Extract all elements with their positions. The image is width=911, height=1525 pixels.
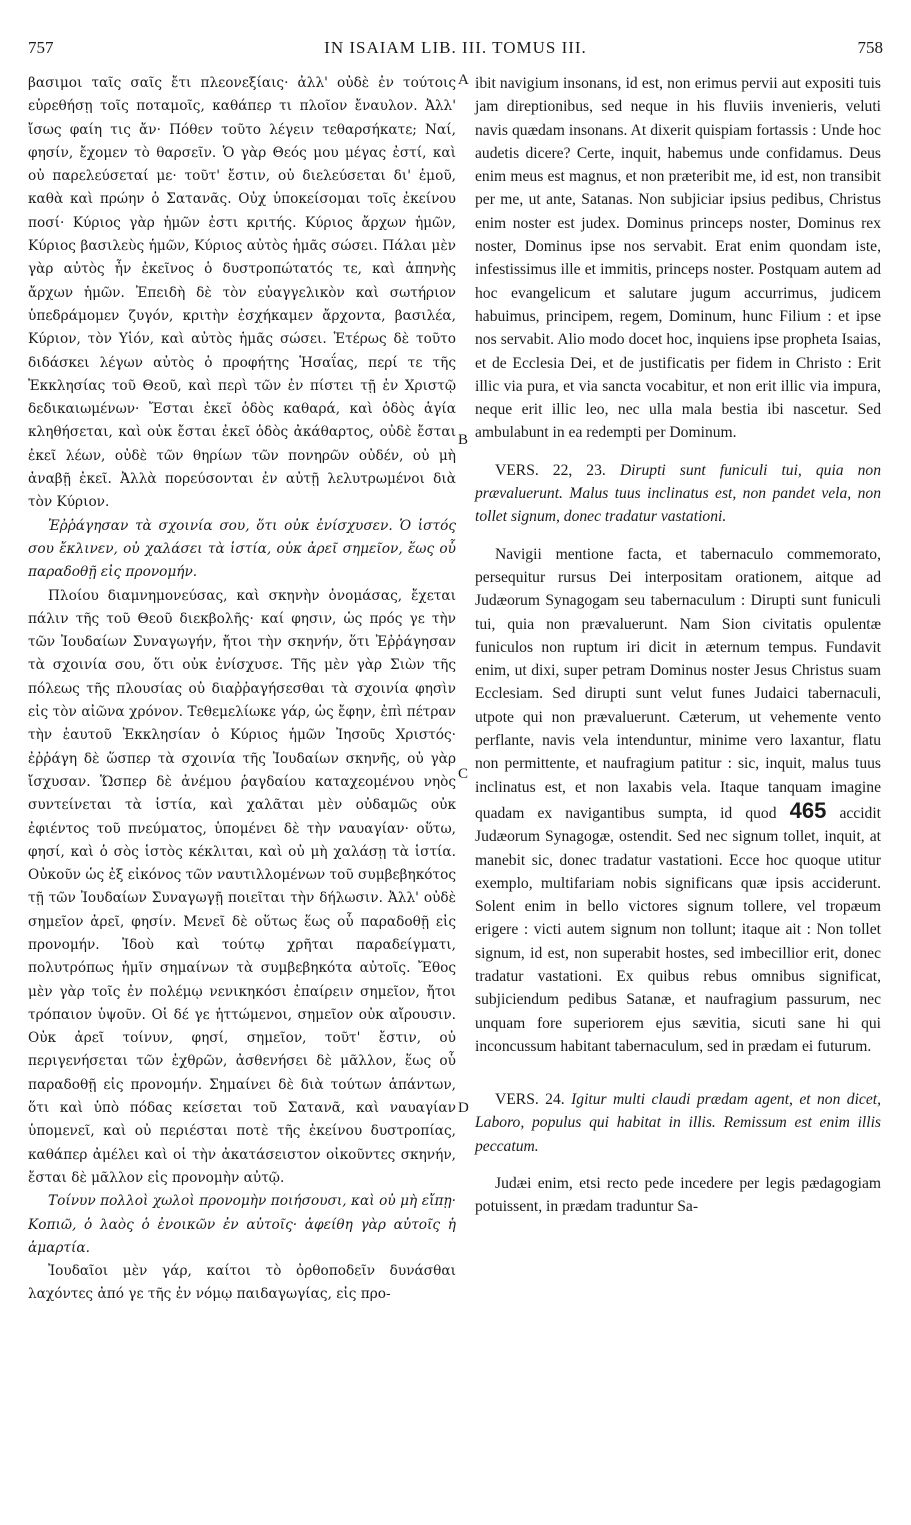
greek-column: [28, 72, 456, 1307]
paragraph-text-part-2: accidit Judæorum Synagogæ, ostendit. Sed nec signum tollet, inquit, at manebit sic, donec tradatur vastationi. Ecce hoc quoque utitur exemplo, multifariam nobis significans quæ ipsis acciderunt. Solent enim in bello victores signum tollere, vel tropæum erigere : victi autem signum non tollunt; itaque ait : Non tollet signum, id est, non superabit hostes, sed imbecillior erit, donec tradatur vastationi. Ex quibus rebus omnibus significat, subjiciendum pedibus Satanæ, et naufragium passurum, nec unquam fore superiorem ejus sævitia, sicuti sane hi qui inconcussum habitant tabernaculum, sed in prædam ei futurum.: [475, 804, 882, 1055]
greek-paragraph-1: βασιμοι ταῖς σαῖς ἔτι πλεονεξίαις· ἀλλ' οὐδὲ ἐν τούτοις εὑρεθήσῃ τοῖς ποταμοῖς, καθάπερ τι πλοῖον ἔναυλον. Ἀλλ' ἴσως φαίη τις ἄν· Πόθεν τοῦτο λέγειν τεθαρσήκατε; Ναί, φησίν, ἔχομεν τὸ θαρσεῖν. Ὁ γὰρ Θεός μου μέγας ἐστί, καὶ οὐ παρελεύσεταί με· τοῦτ' ἔστιν, οὐ διελεύσεται δι' ἐμοῦ, καθὰ καὶ πρώην ὁ Σατανᾶς. Οὐχ ὑποκείσομαι τοῖς ἐκείνου ποσί· Κύριος γὰρ ἡμῶν ἐστι κριτής. Κύριος ἄρχων ἡμῶν, Κύριος βασιλεὺς ἡμῶν, Κύριος αὐτὸς ἡμᾶς σώσει. Πάλαι μὲν γὰρ αὐτὸς ἦν ἐκεῖνος ὁ δυστροπώτατός τε, καὶ ἀπηνὴς ἄρχων ἡμῶν. Ἐπειδὴ δὲ τὸν εὐαγγελικὸν καὶ σωτήριον ὑπεδράμομεν ζυγόν, κριτὴν ἐσχήκαμεν ἄρχοντα, βασιλέα, Κύριον, τὸν Υἱόν, καὶ αὐτὸς ἡμᾶς σώσει. Ἑτέρως δὲ τοῦτο διδάσκει λέγων αὐτὸς ὁ προφήτης Ἡσαΐας, περί τε τῆς Ἐκκλησίας τοῦ Θεοῦ, καὶ περὶ τῶν ἐν πίστει τῇ ἐν Χριστῷ δεδικαιωμένων· Ἔσται ἐκεῖ ὁδὸς καθαρά, καὶ ὁδὸς ἁγία κληθήσεται, καὶ οὐκ ἔσται ἐκεῖ ὁδὸς ἀκάθαρτος, οὐδὲ ἔσται ἐκεῖ λέων, οὐδὲ τῶν θηρίων τῶν πονηρῶν οὐδέν, οὐ μὴ ἀναβῇ ἐκεῖ. Ἀλλὰ πορεύσονται ἐν αὐτῇ λελυτρωμένοι διὰ τὸν Κύριον.: [28, 75, 456, 511]
latin-lemma-vers-24: [475, 1088, 881, 1158]
column-number: 465: [789, 797, 827, 823]
page-number-right: 758: [857, 38, 883, 57]
margin-marker-b: B: [458, 432, 469, 448]
greek-lemma-vers-24: Τοίνυν πολλοὶ χωλοὶ προνομὴν ποιήσουσι, καὶ οὐ μὴ εἴπῃ· Κοπιῶ, ὁ λαὸς ὁ ἐνοικῶν ἐν αὐτοῖς· ἀφείθη γὰρ αὐτοῖς ἡ ἁμαρτία.: [28, 1193, 456, 1256]
lemma-text: Igitur multi claudi prædam agent, et non dicet, Laboro, populus qui habitat in illis. Remissum est enim illis peccatum.: [475, 1091, 882, 1155]
page-number-left: 757: [28, 38, 54, 57]
margin-marker-c: C: [458, 766, 469, 782]
latin-paragraph-2: [475, 543, 881, 1059]
verse-label: VERS. 24.: [495, 1091, 565, 1109]
latin-paragraph-3: Judæi enim, etsi recto pede incedere per legis pædagogiam potuissent, in prædam traduntur Sa-: [475, 1175, 881, 1216]
paragraph-text-part-1: Navigii mentione facta, et tabernaculo commemorato, persequitur rursus Dei interpositam orationem, aitque ad Judæorum Synagogam seu tabernaculum : Dirupti sunt funiculi tui, quia non prævaluerunt. Nam Sion civitatis opulentæ funiculos non ruptum iri dicit in æternum tempus. Fundavit enim, ut dixi, super petram Dominus noster Jesus Christus suam Ecclesiam. Sed dirupti sunt velut funes Judaici tabernaculi, utpote qui non prævaluerunt. Cæterum, ut vehemente vento perflante, navis vela intenduntur, minime vero laxantur, flatu non permittente, et naufragium patitur : sic, inquit, malus tuus inclinatus est, et non laxabis vela. Itaque tanquam imagine quadam ex navigantibus sumpta, id quod: [475, 545, 881, 822]
verse-label: VERS. 22, 23.: [495, 461, 606, 479]
running-title: IN ISAIAM LIB. III. TOMUS III.: [324, 38, 587, 57]
page-header: [28, 34, 883, 64]
margin-marker-d: D: [458, 1100, 469, 1116]
latin-paragraph-1: ibit navigium insonans, id est, non erimus pervii aut expositi tuis jam direptionibus, sed neque in his fluviis invenieris, veluti navis quædam insonans. At dixerit quispiam fortassis : Unde hoc audetis dicere? Certe, inquit, habemus unde confidamus. Deus enim meus est magnus, et non præteribit me, id est, non transibit per me, ut ante, Satanas. Non subjiciar ipsius pedibus, Christus enim noster est judex. Dominus princeps noster, Dominus rex noster, Dominus ipse nos servabit. Erat enim quondam iste, infestissimus ille et immitis, princeps noster. Postquam autem ad hoc evangelicum et salutare jugum accurrimus, judicem habuimus, principem, regem, Dominum, hunc Filium : et ipse nos servabit. Alio modo docet hoc, inquiens ipse propheta Isaias, et de Ecclesia Dei, et de justificatis per fidem in Christo : Erit illic via pura, et via sancta vocabitur, et non erit illic via impura, neque erit illic leo, nec ulla mala bestia ibi nascetur. Sed ambulabunt in ea redempti per Dominum.: [475, 75, 881, 442]
lemma-text: Dirupti sunt funiculi tui, quia non prævaluerunt. Malus tuus inclinatus est, non pandet vela, non tollet signum, donec tradatur vastationi.: [475, 461, 881, 526]
latin-lemma-vers-22-23: [475, 459, 881, 529]
greek-lemma-vers-22-23: Ἐῤῥάγησαν τὰ σχοινία σου, ὅτι οὐκ ἐνίσχυσεν. Ὁ ἱστός σου ἔκλινεν, οὐ χαλάσει τὰ ἱστία, οὐκ ἀρεῖ σημεῖον, ἕως οὗ παραδοθῇ εἰς προνομήν.: [28, 517, 456, 581]
greek-paragraph-3: Ἰουδαῖοι μὲν γάρ, καίτοι τὸ ὀρθοποδεῖν δυνάσθαι λαχόντες ἀπό γε τῆς ἐν νόμῳ παιδαγωγίας, εἰς προ-: [28, 1263, 456, 1303]
greek-paragraph-2: Πλοίου διαμνημονεύσας, καὶ σκηνὴν ὀνομάσας, ἔχεται πάλιν τῆς τοῦ Θεοῦ διεκβολῆς· καί φησιν, ὡς πρός γε τὴν τῶν Ἰουδαίων Συναγωγήν, ἤτοι τὴν σκηνήν, ὅτι Ἐῤῥάγησαν τὰ σχοινία σου, ὅτι οὐκ ἐνίσχυσε. Τῆς μὲν γὰρ Σιὼν τῆς πόλεως τῆς πλουσίας οὐ διαῤῥαγήσεσθαι τὰ σχοινία φησὶν εἰς τὸν αἰῶνα χρόνον. Τεθεμελίωκε γάρ, ὡς ἔφην, ἐπὶ πέτραν τὴν ἑαυτοῦ Ἐκκλησίαν ὁ Κύριος ἡμῶν Ἰησοῦς Χριστός· ἐῤῥάγη δὲ ὥσπερ τὰ σχοινία τῆς Ἰουδαίων σκηνῆς, οὐ γὰρ ἴσχυσαν. Ὥσπερ δὲ ἀνέμου ῥαγδαίου καταχεομένου νηὸς συντείνεται τὰ ἱστία, καὶ χαλᾶται μὲν οὐδαμῶς οὐκ ἐφιέντος τοῦ πνεύματος, ὑπομένει δὲ τὴν ναυαγίαν· οὕτω, φησί, καὶ ὁ σὸς ἱστὸς κέκλιται, καὶ οὐ μὴ χαλάσῃ τὰ ἱστία. Οὐκοῦν ὡς ἐξ εἰκόνος τῶν ναυτιλλομένων τοῦ συμβεβηκότος τῇ τῶν Ἰουδαίων Συναγωγῇ ποιεῖται τὴν δήλωσιν. Ἀλλ' οὐδὲ σημεῖον ἀρεῖ, φησίν. Μενεῖ δὲ οὕτως ἕως οὗ παραδοθῇ εἰς προνομήν. Ἰδοὺ καὶ τούτῳ χρῆται παραδείγματι, πολυτρόπως ἡμῖν σημαίνων τὰ συμβεβηκότα αὐτοῖς. Ἔθος μὲν γὰρ τοῖς ἐν πολέμῳ νενικηκόσι ἐπαίρειν σημεῖον, ἤτοι τρόπαιον ὑψοῦν. Οἱ δέ γε ἡττώμενοι, σημεῖον οὐκ αἴρουσιν. Οὐκ ἀρεῖ τοίνυν, φησί, σημεῖον, τοῦτ' ἔστιν, οὐ περιγενήσεται τῶν ἐχθρῶν, ἀσθενήσει δὲ μᾶλλον, ἕως οὗ παραδοθῇ εἰς προνομήν. Σημαίνει δὲ διὰ τούτων ἁπάντων, ὅτι καὶ ὑπὸ πόδας κείσεται τοῦ Σατανᾶ, καὶ ναυαγίαν ὑπομενεῖ, καὶ οὐ περιέσται ποτὲ τῆς ἐκείνου δυστροπίας, καθάπερ ἀμέλει καὶ οἱ τὴν ἀκατάσειστον οἰκοῦντες σκηνήν, ἔσται δὲ μᾶλλον εἰς προνομὴν αὐτῷ.: [28, 587, 456, 1186]
margin-marker-a: A: [458, 72, 469, 88]
latin-column: [475, 72, 881, 1219]
